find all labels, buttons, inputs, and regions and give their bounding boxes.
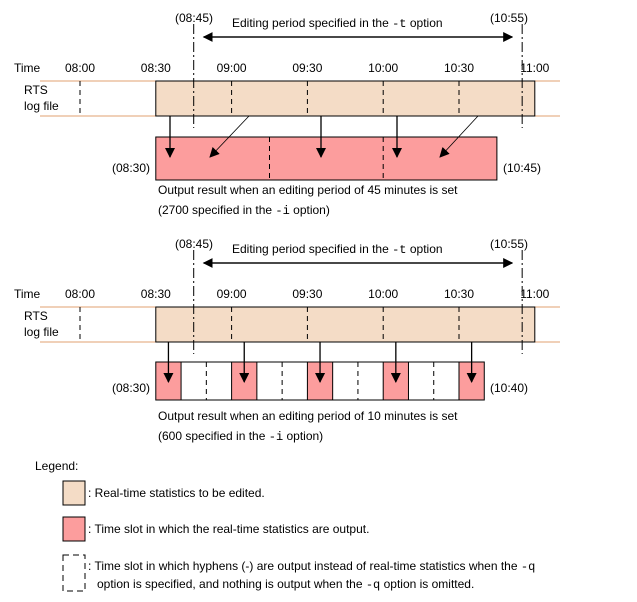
period-label (232, 242, 443, 257)
row-label: log file (24, 99, 59, 113)
hyphen-slot (206, 362, 231, 400)
hyphen-slot (282, 362, 307, 400)
hyphen-slot (181, 362, 206, 400)
output-start-label: (08:30) (112, 381, 151, 395)
hyphen-slot (333, 362, 358, 400)
time-label: 09:30 (292, 287, 323, 301)
row-label: RTS (24, 309, 48, 323)
period-end-label: (10:55) (490, 237, 529, 251)
time-label: 08:30 (140, 287, 171, 301)
time-label: 09:30 (292, 61, 323, 75)
hyphen-slot (434, 362, 459, 400)
caption-line1: Output result when an editing period of 10 minutes is set (158, 409, 458, 423)
time-label: 10:30 (443, 287, 475, 301)
legend-item-edit: : Real-time statistics to be edited. (88, 486, 265, 500)
period-label-part: -t (392, 17, 407, 31)
time-label: 10:00 (368, 61, 399, 75)
time-header: Time (14, 61, 41, 75)
time-label: 11:00 (520, 287, 550, 301)
period-label-part: option (406, 16, 443, 30)
period-end-label: (10:55) (490, 11, 529, 25)
time-label: 08:00 (64, 287, 96, 301)
period-start-label: (08:45) (175, 237, 214, 251)
output-end-label: (10:40) (490, 381, 529, 395)
time-label: 11:00 (520, 61, 550, 75)
caption-part: -i (275, 204, 290, 218)
rts-log-bar (156, 81, 535, 116)
row-label: RTS (24, 83, 48, 97)
output-start-label: (08:30) (112, 161, 151, 175)
row-label: log file (24, 325, 59, 339)
output-bar (156, 137, 497, 180)
time-label: 09:00 (216, 287, 247, 301)
period-label-part: Editing period specified in the (232, 16, 393, 30)
rts-log-bar (156, 307, 535, 342)
legend-item-hyphen-line2: option is specified, and nothing is output when the -q option is omitted. (97, 577, 475, 592)
period-label-part: Editing period specified in the (232, 242, 393, 256)
time-label: 10:00 (368, 287, 399, 301)
diagram-45-minutes (14, 11, 560, 218)
time-label: 10:30 (443, 61, 475, 75)
legend-output-swatch (63, 517, 85, 541)
legend-item-output: : Time slot in which the real-time statistics are output. (88, 522, 370, 536)
caption-line2 (158, 429, 323, 444)
time-label: 08:30 (140, 61, 171, 75)
caption-part: -i (268, 430, 284, 444)
period-label-part: -t (392, 243, 407, 257)
diagram-10-minutes (14, 237, 560, 444)
caption-part: option) (289, 203, 330, 217)
caption-part: (2700 specified in the (158, 203, 276, 217)
hyphen-slot (358, 362, 383, 400)
caption-line2 (158, 203, 330, 218)
legend-item-hyphen-line1: : Time slot in which hyphens (-) are output instead of real-time statistics when the -q (88, 559, 536, 574)
legend-edit-swatch (63, 481, 85, 505)
caption-part: option) (283, 429, 324, 443)
caption-line1: Output result when an editing period of 45 minutes is set (158, 183, 458, 197)
time-label: 09:00 (216, 61, 247, 75)
hyphen-slot (408, 362, 433, 400)
output-end-label: (10:45) (503, 161, 542, 175)
period-label (232, 16, 443, 31)
caption-part: (600 specified in the (158, 429, 269, 443)
time-header: Time (14, 287, 41, 301)
hyphen-slot (257, 362, 282, 400)
legend (35, 459, 535, 592)
legend-hyphen-swatch (63, 555, 85, 591)
time-label: 08:00 (64, 61, 96, 75)
period-label-part: option (406, 242, 443, 256)
period-start-label: (08:45) (175, 11, 214, 25)
legend-title: Legend: (35, 459, 79, 473)
